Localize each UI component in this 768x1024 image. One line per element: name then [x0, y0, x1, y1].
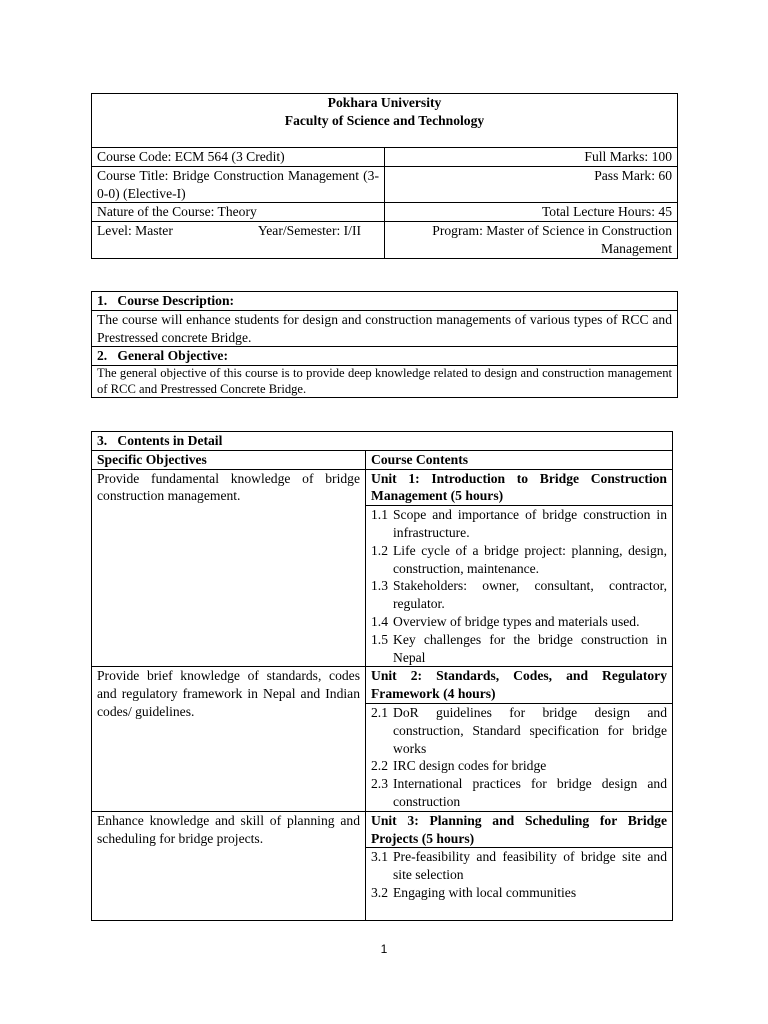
list-item: 1.4 Overview of bridge types and materials used. — [371, 613, 640, 629]
description-table — [91, 291, 678, 398]
course-code: Course Code: ECM 564 (3 Credit) — [92, 148, 385, 167]
col-header-contents: Course Contents — [366, 450, 673, 469]
description-heading: 1. Course Description: — [92, 292, 678, 311]
list-item: 3.2 Engaging with local communities — [371, 884, 577, 900]
university-name: Pokhara University — [327, 95, 442, 110]
level-cell — [92, 222, 385, 259]
unit-2-title: Unit 2: Standards, Codes, and Regulatory Framework (4 hours) — [366, 667, 673, 704]
list-item: 1.3 Stakeholders: owner, consultant, contractor, regulator. — [371, 578, 667, 612]
col-header-objectives: Specific Objectives — [92, 450, 366, 469]
objective-text: The general objective of this course is to provide deep knowledge related to design and construction management of RCC and Prestressed Concrete Bridge. — [92, 366, 678, 398]
list-item: 2.3 International practices for bridge design and construction — [371, 776, 667, 809]
list-item: 1.2 Life cycle of a bridge project: planning, design, construction, maintenance. — [371, 542, 667, 576]
unit-1-title: Unit 1: Introduction to Bridge Construction Management (5 hours) — [366, 469, 673, 506]
lecture-hours: Total Lecture Hours: 45 — [385, 203, 678, 222]
year-semester: Year/Semester: I/II — [257, 223, 361, 239]
title-cell — [92, 94, 678, 148]
page-number: 1 — [380, 942, 388, 956]
unit-1-items — [366, 506, 673, 667]
list-item: 2.2 IRC design codes for bridge — [371, 758, 547, 774]
unit-3-objective: Enhance knowledge and skill of planning and scheduling for bridge projects. — [92, 811, 366, 921]
unit-2-objective: Provide brief knowledge of standards, codes and regulatory framework in Nepal and Indian codes/ guidelines. — [92, 667, 366, 811]
course-title: Course Title: Bridge Construction Management (3-0-0) (Elective-I) — [92, 166, 385, 203]
list-item: 3.1 Pre-feasibility and feasibility of bridge site and site selection — [371, 849, 667, 883]
contents-table — [91, 431, 673, 921]
unit-3-title: Unit 3: Planning and Scheduling for Bridge Projects (5 hours) — [366, 811, 673, 848]
unit-3-items — [366, 848, 673, 921]
course-nature: Nature of the Course: Theory — [92, 203, 385, 222]
list-item: 1.1 Scope and importance of bridge construction in infrastructure. — [371, 507, 667, 540]
unit-2-items — [366, 703, 673, 811]
pass-mark: Pass Mark: 60 — [385, 166, 678, 203]
description-text: The course will enhance students for design and construction managements of various types of RCC and Prestressed concrete Bridge. — [92, 310, 678, 347]
program: Program: Master of Science in Construction Management — [385, 222, 678, 259]
contents-heading: 3. Contents in Detail — [92, 432, 673, 451]
full-marks: Full Marks: 100 — [385, 148, 678, 167]
unit-1-objective: Provide fundamental knowledge of bridge construction management. — [92, 469, 366, 667]
list-item: 2.1 DoR guidelines for bridge design and construction, Standard specification for bridge works — [371, 704, 667, 756]
course-header-table — [91, 93, 678, 259]
level: Level: Master — [97, 223, 173, 239]
objective-heading: 2. General Objective: — [92, 347, 678, 366]
faculty-name: Faculty of Science and Technology — [284, 112, 485, 128]
list-item: 1.5 Key challenges for the bridge construction in Nepal — [371, 631, 667, 665]
